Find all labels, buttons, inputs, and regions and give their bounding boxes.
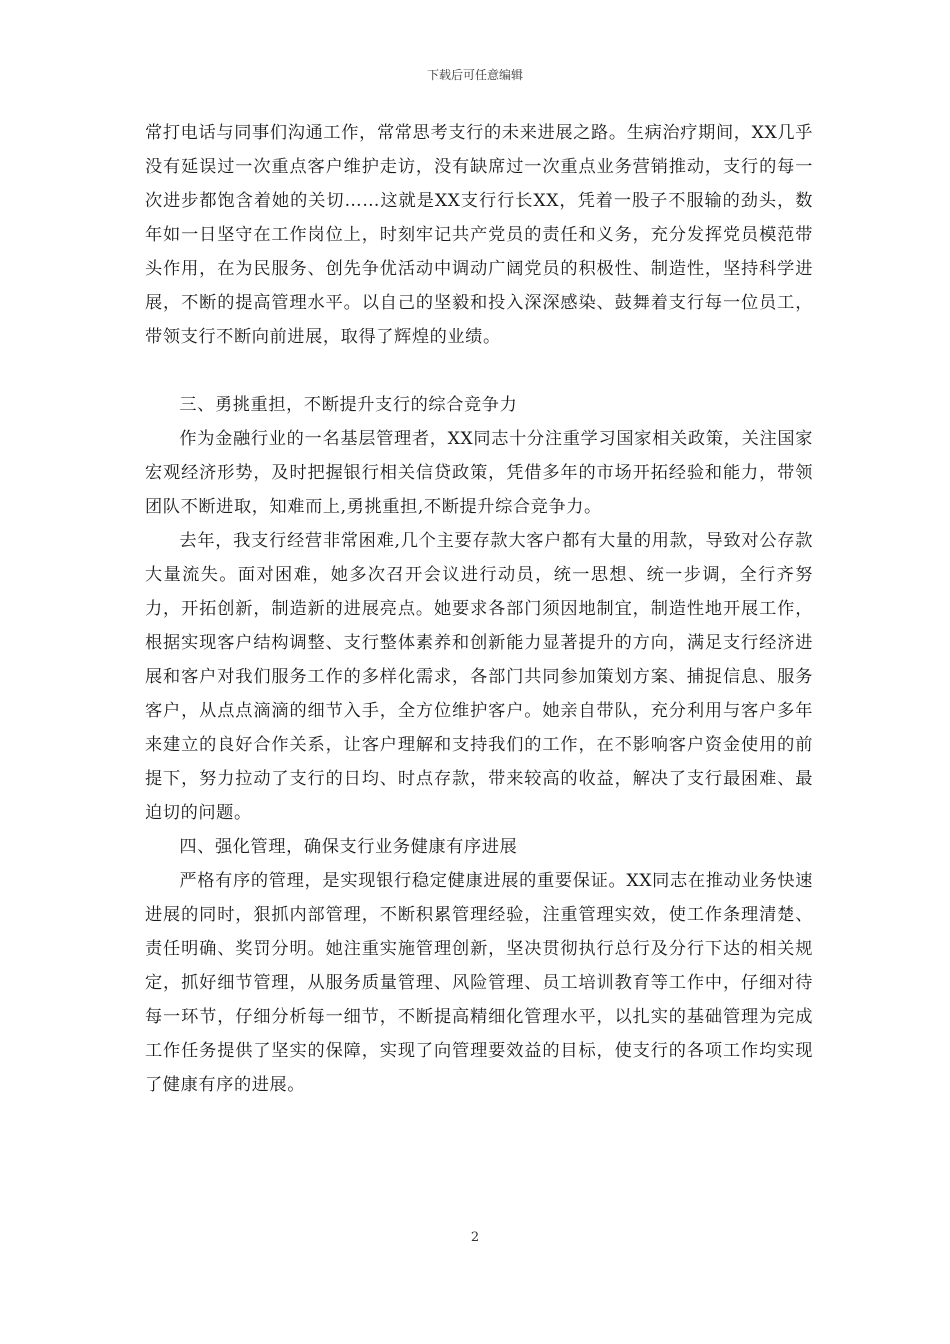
paragraph-policy: 作为金融行业的一名基层管理者，XX同志十分注重学习国家相关政策，关注国家宏观经济形势，及时把握银行相关信贷政策，凭借多年的市场开拓经验和能力，带领团队不断进取，知难而上,勇挑重担,不断提升综合竞争力。 (145, 429, 813, 517)
paragraph-continued: 常打电话与同事们沟通工作，常常思考支行的未来进展之路。生病治疗期间，XX几乎没有延误过一次重点客户维护走访，没有缺席过一次重点业务营销推动，支行的每一次进步都饱含着她的关切……这就是XX支行行长XX，凭着一股子不服输的劲头，数年如一日坚守在工作岗位上，时刻牢记共产党员的责任和义务，充分发挥党员模范带头作用，在为民服务、创先争优活动中调动广阔党员的积极性、制造性，坚持科学进展，不断的提高管理水平。以自己的坚毅和投入深深感染、鼓舞着支行每一位员工，带领支行不断向前进展，取得了辉煌的业绩。 (145, 123, 813, 347)
section-heading-3: 三、勇挑重担，不断提升支行的综合竞争力 (179, 395, 518, 415)
paragraph-last-year: 去年，我支行经营非常困难,几个主要存款大客户都有大量的用款，导致对公存款大量流失。面对困难，她多次召开会议进行动员，统一思想、统一步调，全行齐努力，开拓创新，制造新的进展亮点。她要求各部门须因地制宜，制造性地开展工作，根据实现客户结构调整、支行整体素养和创新能力显著提升的方向，满足支行经济进展和客户对我们服务工作的多样化需求，各部门共同参加策划方案、捕捉信息、服务客户，从点点滴滴的细节入手，全方位维护客户。她亲自带队，充分利用与客户多年来建立的良好合作关系，让客户理解和支持我们的工作，在不影响客户资金使用的前提下，努力拉动了支行的日均、时点存款，带来较高的收益，解决了支行最困难、最迫切的问题。 (145, 531, 813, 823)
page-number: 2 (470, 1230, 480, 1245)
paragraph-spacer (145, 354, 813, 388)
section-heading-4: 四、强化管理，确保支行业务健康有序进展 (179, 837, 518, 857)
paragraph-management: 严格有序的管理，是实现银行稳定健康进展的重要保证。XX同志在推动业务快速进展的同时，狠抓内部管理，不断积累管理经验，注重管理实效，使工作条理清楚、责任明确、奖罚分明。她注重实施管理创新，坚决贯彻执行总行及分行下达的相关规定，抓好细节管理，从服务质量管理、风险管理、员工培训教育等工作中，仔细对待每一环节，仔细分析每一细节，不断提高精细化管理水平，以扎实的基础管理为完成工作任务提供了坚实的保障，实现了向管理要效益的目标，使支行的各项工作均实现了健康有序的进展。 (145, 871, 813, 1095)
page-header: 下载后可任意编辑 (426, 68, 523, 82)
document-body (145, 116, 813, 1102)
